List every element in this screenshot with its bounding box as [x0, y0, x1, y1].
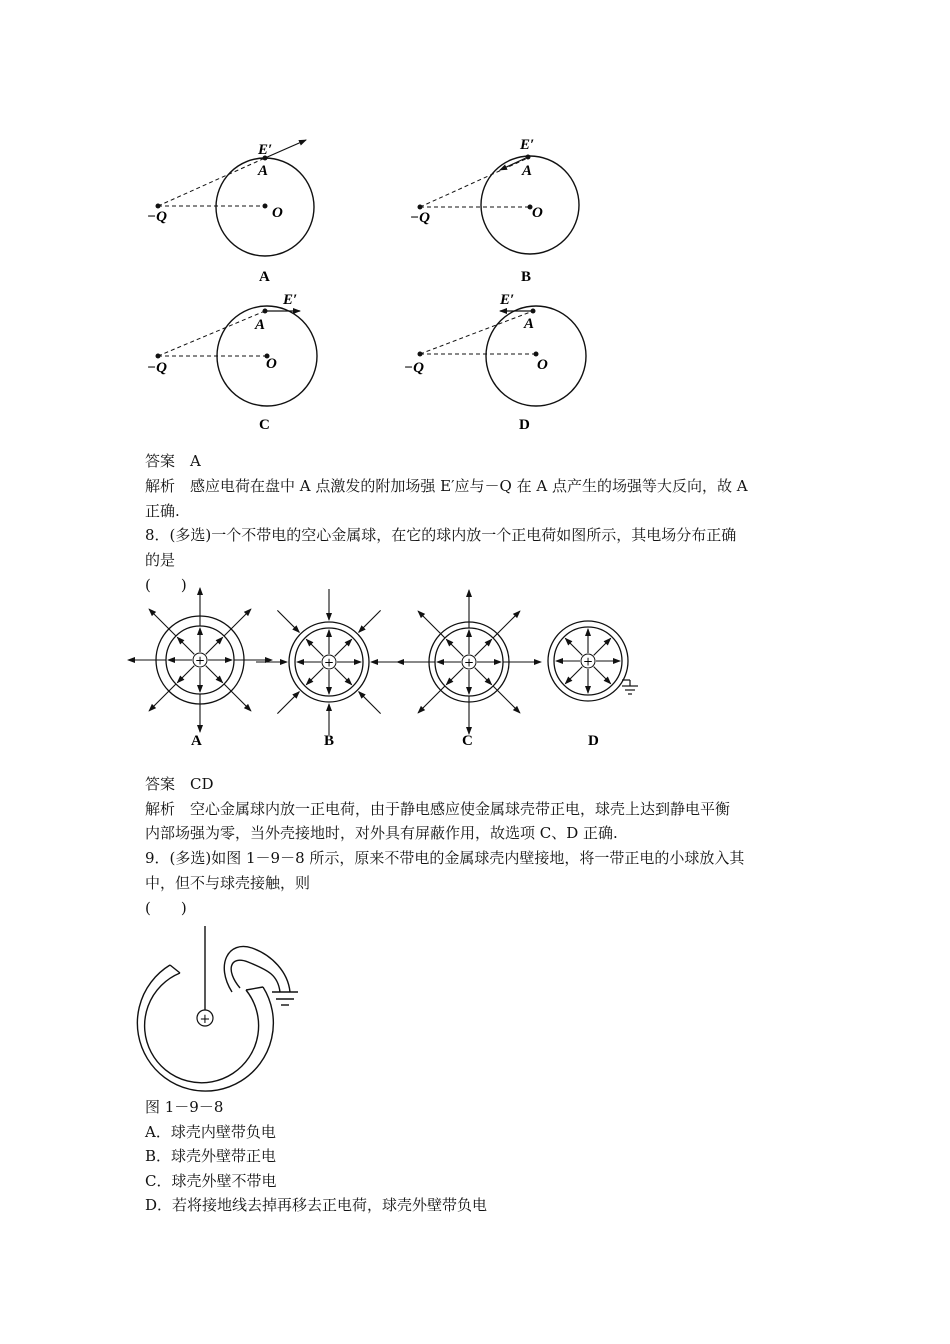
q8-answer-value: CD	[190, 775, 214, 793]
q7a-option-label: A	[259, 269, 270, 285]
field-line-arrow	[565, 667, 582, 684]
field-line-arrow	[565, 638, 582, 655]
q9-choice-b: B．球壳外壁带正电	[145, 1147, 277, 1165]
q7-analysis-label: 解析	[145, 477, 176, 495]
q8-analysis-line1	[145, 799, 730, 819]
field-line-arrow	[149, 609, 176, 636]
q7-analysis-text1: 感应电荷在盘中 A 点激发的附加场强 E′应与－Q 在 A 点产生的场强等大反向，故 A	[190, 477, 748, 495]
q9-question-line2: 中，但不与球壳接触，则	[145, 874, 311, 892]
field-line-arrow	[206, 637, 223, 654]
q8-figure-c	[397, 590, 541, 749]
field-line-arrow	[224, 684, 251, 711]
q7a-point-label: A	[258, 163, 269, 179]
field-line-arrow	[335, 639, 352, 656]
q7a-field-label: E′	[258, 142, 273, 158]
q7-figure-b	[410, 137, 579, 285]
q8-figure-d	[548, 621, 638, 749]
field-line-arrow	[493, 686, 520, 713]
field-line-arrow	[418, 686, 445, 713]
field-line-arrow	[224, 609, 251, 636]
q8-answer-bracket: ( )	[145, 576, 187, 594]
q8a-option-label: A	[191, 733, 202, 749]
q7d-charge-label: −Q	[404, 360, 424, 376]
q9-figure-caption: 图 1－9－8	[145, 1098, 224, 1116]
q7c-charge-label: −Q	[147, 360, 167, 376]
q7b-charge-label: −Q	[410, 210, 430, 226]
q7-figure-a	[147, 140, 314, 285]
q8-answer	[145, 774, 214, 794]
q7c-option-label: C	[259, 417, 270, 433]
q7b-field-label: E′	[520, 137, 535, 153]
field-line-arrow	[206, 666, 223, 683]
q9-choice-a: A．球壳内壁带负电	[145, 1123, 276, 1141]
positive-charge-symbol: +	[463, 655, 475, 670]
q9-question-line1: 9．(多选)如图 1－9－8 所示，原来不带电的金属球壳内壁接地，将一带正电的小球放入其	[145, 849, 745, 867]
field-line-arrow	[475, 639, 492, 656]
q7d-field-label: E′	[500, 292, 515, 308]
field-line-arrow	[594, 667, 611, 684]
q7b-point-label: A	[522, 163, 533, 179]
positive-charge-symbol: +	[199, 1012, 211, 1027]
q7c-field-label: E′	[283, 292, 298, 308]
q7b-center-label: O	[532, 205, 543, 221]
field-line-arrow	[277, 692, 299, 714]
q7-figure-d	[404, 292, 586, 433]
q7d-option-label: D	[519, 417, 530, 433]
q9-figure-shell	[137, 926, 298, 1091]
field-line-arrow	[335, 668, 352, 685]
q7-answer	[145, 451, 201, 471]
field-line-arrow	[493, 611, 520, 638]
field-line-arrow	[446, 639, 463, 656]
q7-analysis-line2: 正确.	[145, 502, 180, 520]
field-line-arrow	[306, 668, 323, 685]
q7d-point-label: A	[524, 316, 535, 332]
q8-analysis-line2: 内部场强为零，当外壳接地时，对外具有屏蔽作用，故选项 C、D 正确.	[145, 824, 618, 842]
field-line-arrow	[594, 638, 611, 655]
positive-charge-symbol: +	[323, 655, 335, 670]
q8-figure-b	[256, 589, 402, 749]
field-line-arrow	[359, 692, 381, 714]
q8-analysis-label: 解析	[145, 800, 176, 818]
q8b-option-label: B	[324, 733, 335, 749]
q8c-option-label: C	[462, 733, 473, 749]
q7-answer-value: A	[190, 452, 201, 470]
q8d-option-label: D	[588, 733, 599, 749]
ground-symbol	[622, 680, 638, 694]
positive-charge-symbol: +	[194, 653, 206, 668]
field-line-arrow	[359, 610, 381, 632]
field-line-arrow	[446, 668, 463, 685]
q8-question-line2: 的是	[145, 551, 176, 569]
q9-answer-bracket: ( )	[145, 899, 187, 917]
q9-charged-ball	[197, 1010, 213, 1027]
positive-charge-symbol: +	[582, 654, 594, 669]
q7c-center-label: O	[266, 356, 277, 372]
field-line-arrow	[177, 637, 194, 654]
q9-choice-c: C．球壳外壁不带电	[145, 1172, 277, 1190]
q7a-center-label: O	[272, 205, 283, 221]
q7b-option-label: B	[521, 269, 532, 285]
field-line-arrow	[418, 611, 445, 638]
q9-choice-d: D．若将接地线去掉再移去正电荷，球壳外壁带负电	[145, 1196, 488, 1214]
q7-answer-label: 答案	[145, 452, 176, 470]
q8-analysis-text1: 空心金属球内放一正电荷，由于静电感应使金属球壳带正电，球壳上达到静电平衡	[190, 800, 731, 818]
field-line-arrow	[177, 666, 194, 683]
field-line-arrow	[277, 610, 299, 632]
field-line-arrow	[306, 639, 323, 656]
q8-answer-label: 答案	[145, 775, 176, 793]
q7-analysis-line1	[145, 476, 748, 496]
q7a-charge-label: −Q	[147, 209, 167, 225]
q8-question-line1: 8．(多选)一个不带电的空心金属球，在它的球内放一个正电荷如图所示，其电场分布正确	[145, 526, 737, 544]
q7-figure-c	[147, 292, 317, 433]
q7d-center-label: O	[537, 357, 548, 373]
q7c-point-label: A	[255, 317, 266, 333]
q8-figure-a	[128, 588, 272, 749]
field-line-arrow	[475, 668, 492, 685]
field-line-arrow	[149, 684, 176, 711]
